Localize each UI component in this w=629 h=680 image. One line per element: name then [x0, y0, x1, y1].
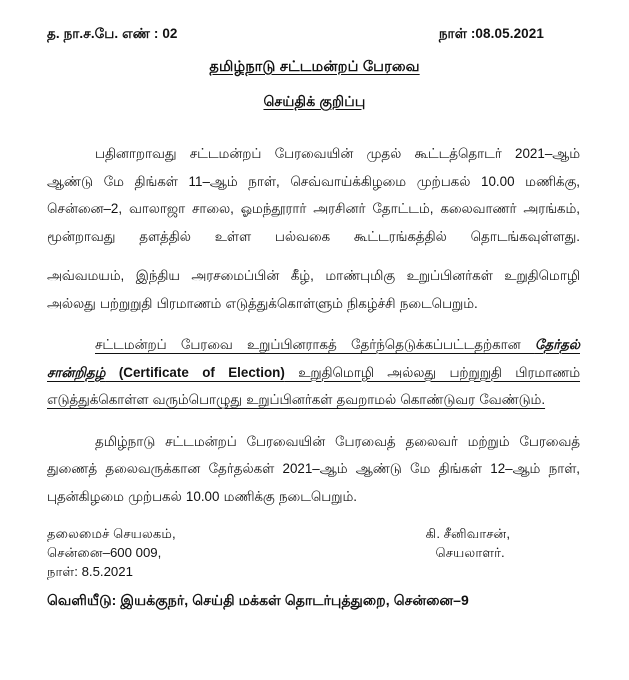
- certificate-of-election-tamil: தேர்தல் சான்றிதழ்: [47, 337, 580, 380]
- paragraph-1-sentence-2: அவ்வமயம், இந்திய அரசமைப்பின் கீழ், மாண்புமிகு உறுப்பினர்கள் உறுதிமொழி அல்லது பற்றுறுதி பிரமாணம் எடுத்துக்கொள்ளும் நிகழ்ச்சி நடைபெறும்.: [47, 268, 580, 311]
- office-name: தலைமைச் செயலகம்,: [47, 526, 176, 541]
- signatory-name: கி. சீனிவாசன்,: [425, 526, 510, 541]
- issuing-office: [47, 524, 176, 581]
- office-address: சென்னை–600 009,: [47, 545, 162, 560]
- header-date: நாள் :08.05.2021: [438, 26, 544, 41]
- page-title: தமிழ்நாடு சட்டமன்றப் பேரவை: [209, 59, 420, 75]
- footer-publisher: வெளியீடு: இயக்குநர், செய்தி மக்கள் தொடர்புத்துறை, சென்னை–9: [47, 592, 469, 608]
- document-body: [47, 140, 580, 510]
- signatory: [426, 524, 510, 581]
- certificate-of-election-english: (Certificate of Election): [105, 364, 285, 380]
- signatory-designation: செயலாளர்.: [435, 545, 505, 560]
- page-subtitle: செய்திக் குறிப்பு: [263, 93, 366, 109]
- paragraph-1-sentence-1: பதினாறாவது சட்டமன்றப் பேரவையின் முதல் கூட்டத்தொடர் 2021–ஆம் ஆண்டு மே திங்கள் 11–ஆம் நாள், செவ்வாய்க்கிழமை முற்பகல் 10.00 மணிக்கு, சென்னை–2, வாலாஜா சாலை, ஓமந்தூரார் அரசினர் தோட்டம், கலைவாணர் அரங்கம், மூன்றாவது தளத்தில் உள்ள பல்வகை கூட்டரங்கத்தில் தொடங்கவுள்ளது.: [47, 146, 580, 244]
- paragraph-2-text-tail: உறுதிமொழி அல்லது பற்றுறுதி பிரமாணம் எடுத்துக்கொள்ள வரும்பொழுது உறுப்பினர்கள் தவறாமல் கொண்டுவர வேண்டும்.: [47, 364, 581, 407]
- reference-number: த. நா.ச.பே. எண் : 02: [47, 26, 178, 41]
- title-block: [0, 57, 629, 111]
- paragraph-3: தமிழ்நாடு சட்டமன்றப் பேரவையின் பேரவைத் தலைவர் மற்றும் பேரவைத் துணைத் தலைவருக்கான தேர்தல்கள் 2021–ஆம் ஆண்டு மே திங்கள் 12–ஆம் நாள், புதன்கிழமை முற்பகல் 10.00 மணிக்கு நடைபெறும்.: [47, 433, 580, 504]
- document-header: [47, 26, 580, 44]
- office-date: நாள்: 8.5.2021: [47, 564, 133, 579]
- paragraph-2: [47, 331, 580, 414]
- signature-block: [47, 524, 580, 581]
- paragraph-2-text-lead: சட்டமன்றப் பேரவை உறுப்பினராகத் தேர்ந்தெடுக்கப்பட்டதற்கான: [95, 337, 535, 352]
